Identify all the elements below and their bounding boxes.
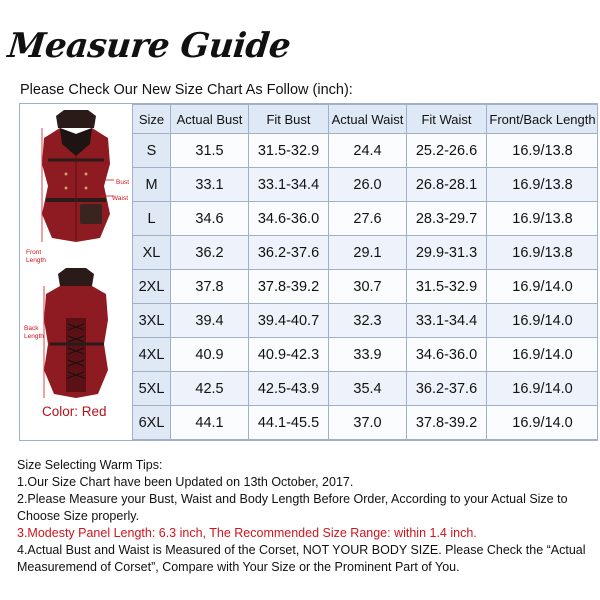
cell-fit-bust: 40.9-42.3 <box>249 338 329 372</box>
cell-fit-bust: 37.8-39.2 <box>249 270 329 304</box>
header-actual-bust: Actual Bust <box>171 105 249 134</box>
cell-length: 16.9/14.0 <box>487 304 599 338</box>
size-chart-subtitle: Please Check Our New Size Chart As Follow (inch): <box>20 82 353 98</box>
header-fit-bust: Fit Bust <box>249 105 329 134</box>
cell-actual-waist: 32.3 <box>329 304 407 338</box>
cell-actual-bust: 44.1 <box>171 406 249 440</box>
tip-item: 2.Please Measure your Bust, Waist and Body Length Before Order, According to your Actual Size to Choose Size properly. <box>17 492 568 523</box>
header-fit-waist: Fit Waist <box>407 105 487 134</box>
cell-size: 6XL <box>133 406 171 440</box>
table-row <box>133 338 599 372</box>
color-label: Color: Red <box>42 404 107 419</box>
cell-length: 16.9/13.8 <box>487 168 599 202</box>
cell-actual-bust: 40.9 <box>171 338 249 372</box>
cell-size: 4XL <box>133 338 171 372</box>
cell-actual-waist: 24.4 <box>329 134 407 168</box>
cell-size: S <box>133 134 171 168</box>
cell-actual-waist: 37.0 <box>329 406 407 440</box>
cell-fit-waist: 33.1-34.4 <box>407 304 487 338</box>
size-chart <box>19 103 598 441</box>
cell-fit-waist: 26.8-28.1 <box>407 168 487 202</box>
cell-actual-waist: 26.0 <box>329 168 407 202</box>
cell-actual-waist: 30.7 <box>329 270 407 304</box>
cell-actual-bust: 31.5 <box>171 134 249 168</box>
cell-fit-waist: 36.2-37.6 <box>407 372 487 406</box>
waist-label: Waist <box>112 195 129 202</box>
front-length-label-2: Length <box>26 257 46 264</box>
cell-size: L <box>133 202 171 236</box>
bust-label: Bust <box>116 179 130 186</box>
table-row <box>133 304 599 338</box>
cell-length: 16.9/13.8 <box>487 236 599 270</box>
page-title: Measure Guide <box>5 26 293 66</box>
corset-illustration <box>20 104 132 440</box>
tip-item: 4.Actual Bust and Waist is Measured of the Corset, NOT YOUR BODY SIZE. Please Check the “Actual Measuremend of Corset”, Compare with Your Size or the Prominent Part of You. <box>17 543 586 574</box>
cell-length: 16.9/13.8 <box>487 202 599 236</box>
cell-actual-waist: 29.1 <box>329 236 407 270</box>
cell-actual-bust: 33.1 <box>171 168 249 202</box>
corset-back-image <box>44 268 108 398</box>
table-row <box>133 372 599 406</box>
tips-heading: Size Selecting Warm Tips: <box>17 458 163 472</box>
cell-fit-waist: 34.6-36.0 <box>407 338 487 372</box>
cell-fit-bust: 44.1-45.5 <box>249 406 329 440</box>
table-row <box>133 270 599 304</box>
table-row <box>133 202 599 236</box>
cell-actual-bust: 34.6 <box>171 202 249 236</box>
size-tips <box>17 457 587 576</box>
tip-item-highlight: 3.Modesty Panel Length: 6.3 inch, The Recommended Size Range: within 1.4 inch. <box>17 526 477 540</box>
cell-size: XL <box>133 236 171 270</box>
cell-actual-bust: 36.2 <box>171 236 249 270</box>
table-header-row <box>133 105 599 134</box>
table-row <box>133 134 599 168</box>
cell-size: 2XL <box>133 270 171 304</box>
cell-length: 16.9/13.8 <box>487 134 599 168</box>
cell-length: 16.9/14.0 <box>487 270 599 304</box>
cell-actual-waist: 33.9 <box>329 338 407 372</box>
cell-fit-bust: 39.4-40.7 <box>249 304 329 338</box>
cell-fit-waist: 37.8-39.2 <box>407 406 487 440</box>
cell-size: 5XL <box>133 372 171 406</box>
cell-actual-bust: 39.4 <box>171 304 249 338</box>
cell-length: 16.9/14.0 <box>487 338 599 372</box>
cell-actual-bust: 42.5 <box>171 372 249 406</box>
cell-fit-bust: 36.2-37.6 <box>249 236 329 270</box>
front-length-label-1: Front <box>26 249 42 256</box>
header-length: Front/Back Length <box>487 105 599 134</box>
back-length-label-2: Length <box>24 333 44 340</box>
table-row <box>133 168 599 202</box>
cell-size: 3XL <box>133 304 171 338</box>
cell-actual-waist: 27.6 <box>329 202 407 236</box>
cell-fit-bust: 31.5-32.9 <box>249 134 329 168</box>
cell-length: 16.9/14.0 <box>487 372 599 406</box>
header-size: Size <box>133 105 171 134</box>
cell-fit-waist: 29.9-31.3 <box>407 236 487 270</box>
corset-front-image <box>42 110 110 242</box>
table-row <box>133 236 599 270</box>
table-row <box>133 406 599 440</box>
cell-length: 16.9/14.0 <box>487 406 599 440</box>
cell-actual-bust: 37.8 <box>171 270 249 304</box>
product-photo-panel <box>20 104 133 440</box>
size-table <box>132 104 598 440</box>
cell-fit-waist: 25.2-26.6 <box>407 134 487 168</box>
header-actual-waist: Actual Waist <box>329 105 407 134</box>
back-length-label-1: Back <box>24 325 39 332</box>
cell-size: M <box>133 168 171 202</box>
cell-actual-waist: 35.4 <box>329 372 407 406</box>
cell-fit-waist: 28.3-29.7 <box>407 202 487 236</box>
cell-fit-bust: 42.5-43.9 <box>249 372 329 406</box>
cell-fit-bust: 34.6-36.0 <box>249 202 329 236</box>
tip-item: 1.Our Size Chart have been Updated on 13th October, 2017. <box>17 475 354 489</box>
cell-fit-bust: 33.1-34.4 <box>249 168 329 202</box>
cell-fit-waist: 31.5-32.9 <box>407 270 487 304</box>
